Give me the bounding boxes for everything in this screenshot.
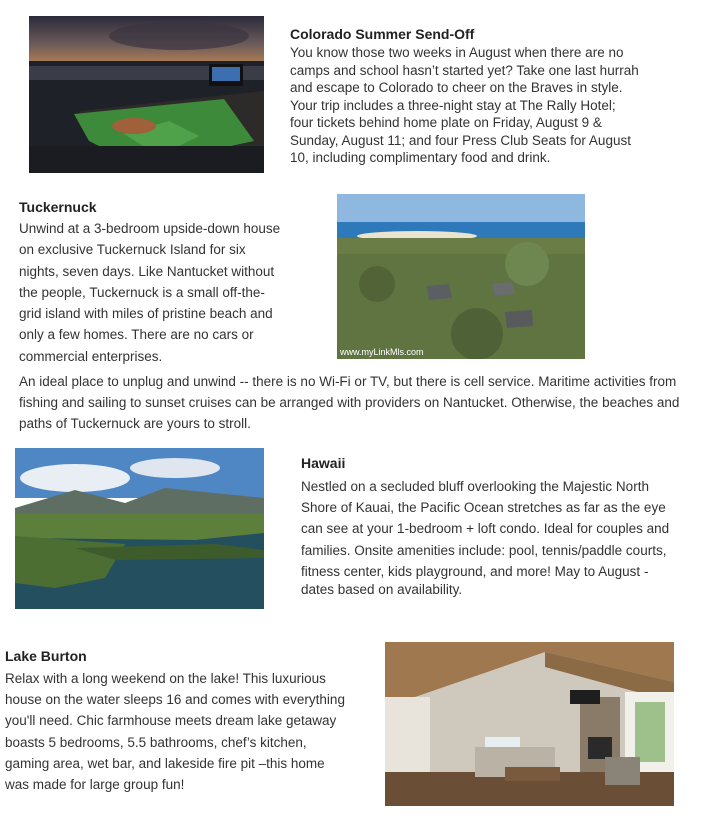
tuckernuck-island-aerial-photo — [337, 194, 585, 359]
tuckernuck-title: Tuckernuck — [19, 199, 97, 215]
tuckernuck-description: Unwind at a 3-bedroom upside-down house on exclusive Tuckernuck Island for six nights, seven days. Like Nantucket without the people, Tuckernuck is a small off-the- grid island with miles of pristine beach and only a few homes. There are no cars or commercial enterprises. — [19, 221, 281, 364]
hawaii-title: Hawaii — [301, 455, 346, 471]
lake-burton-title: Lake Burton — [5, 648, 87, 664]
hawaii-availability-note: dates based on availability. — [301, 582, 463, 597]
kauai-coast-photo — [15, 448, 264, 609]
tuckernuck-description-continued: An ideal place to unplug and unwind -- there is no Wi-Fi or TV, but there is cell service. Maritime activities from fishing and sailing to sunset cruises can be arranged with providers on Nantucket. Otherwise, the beaches and paths of Tuckernuck are yours to stroll. — [19, 374, 680, 431]
baseball-stadium-photo — [29, 16, 264, 173]
colorado-description: You know those two weeks in August when there are no camps and school hasn’t started yet? Take one last hurrah and escape to Colorado to cheer on the Braves in style. Your trip includes a three-night stay at The Rally Hotel; four tickets behind home plate on Friday, August 9 & Sunday, August 11; and four Press Club Seats for August 10, including complimentary food and drink. — [290, 45, 639, 165]
hawaii-description: Nestled on a secluded bluff overlooking the Majestic North Shore of Kauai, the Pacific Ocean stretches as far as the eye can see at your 1-bedroom + loft condo. Ideal for couples and families. Onsite amenities include: pool, tennis/paddle courts, fitness center, kids playground, and more! May to August - — [301, 479, 670, 579]
lake-burton-description: Relax with a long weekend on the lake! This luxurious house on the water sleeps 16 and comes with everything you'll need. Chic farmhouse meets dream lake getaway boasts 5 bedrooms, 5.5 bathrooms, chef’s kitchen, gaming area, wet bar, and lakeside fire pit –this home was made for large group fun! — [5, 671, 345, 793]
lake-house-interior-photo — [385, 642, 674, 806]
colorado-title: Colorado Summer Send-Off — [290, 26, 475, 42]
image-watermark: www.myLinkMls.com — [340, 347, 424, 357]
